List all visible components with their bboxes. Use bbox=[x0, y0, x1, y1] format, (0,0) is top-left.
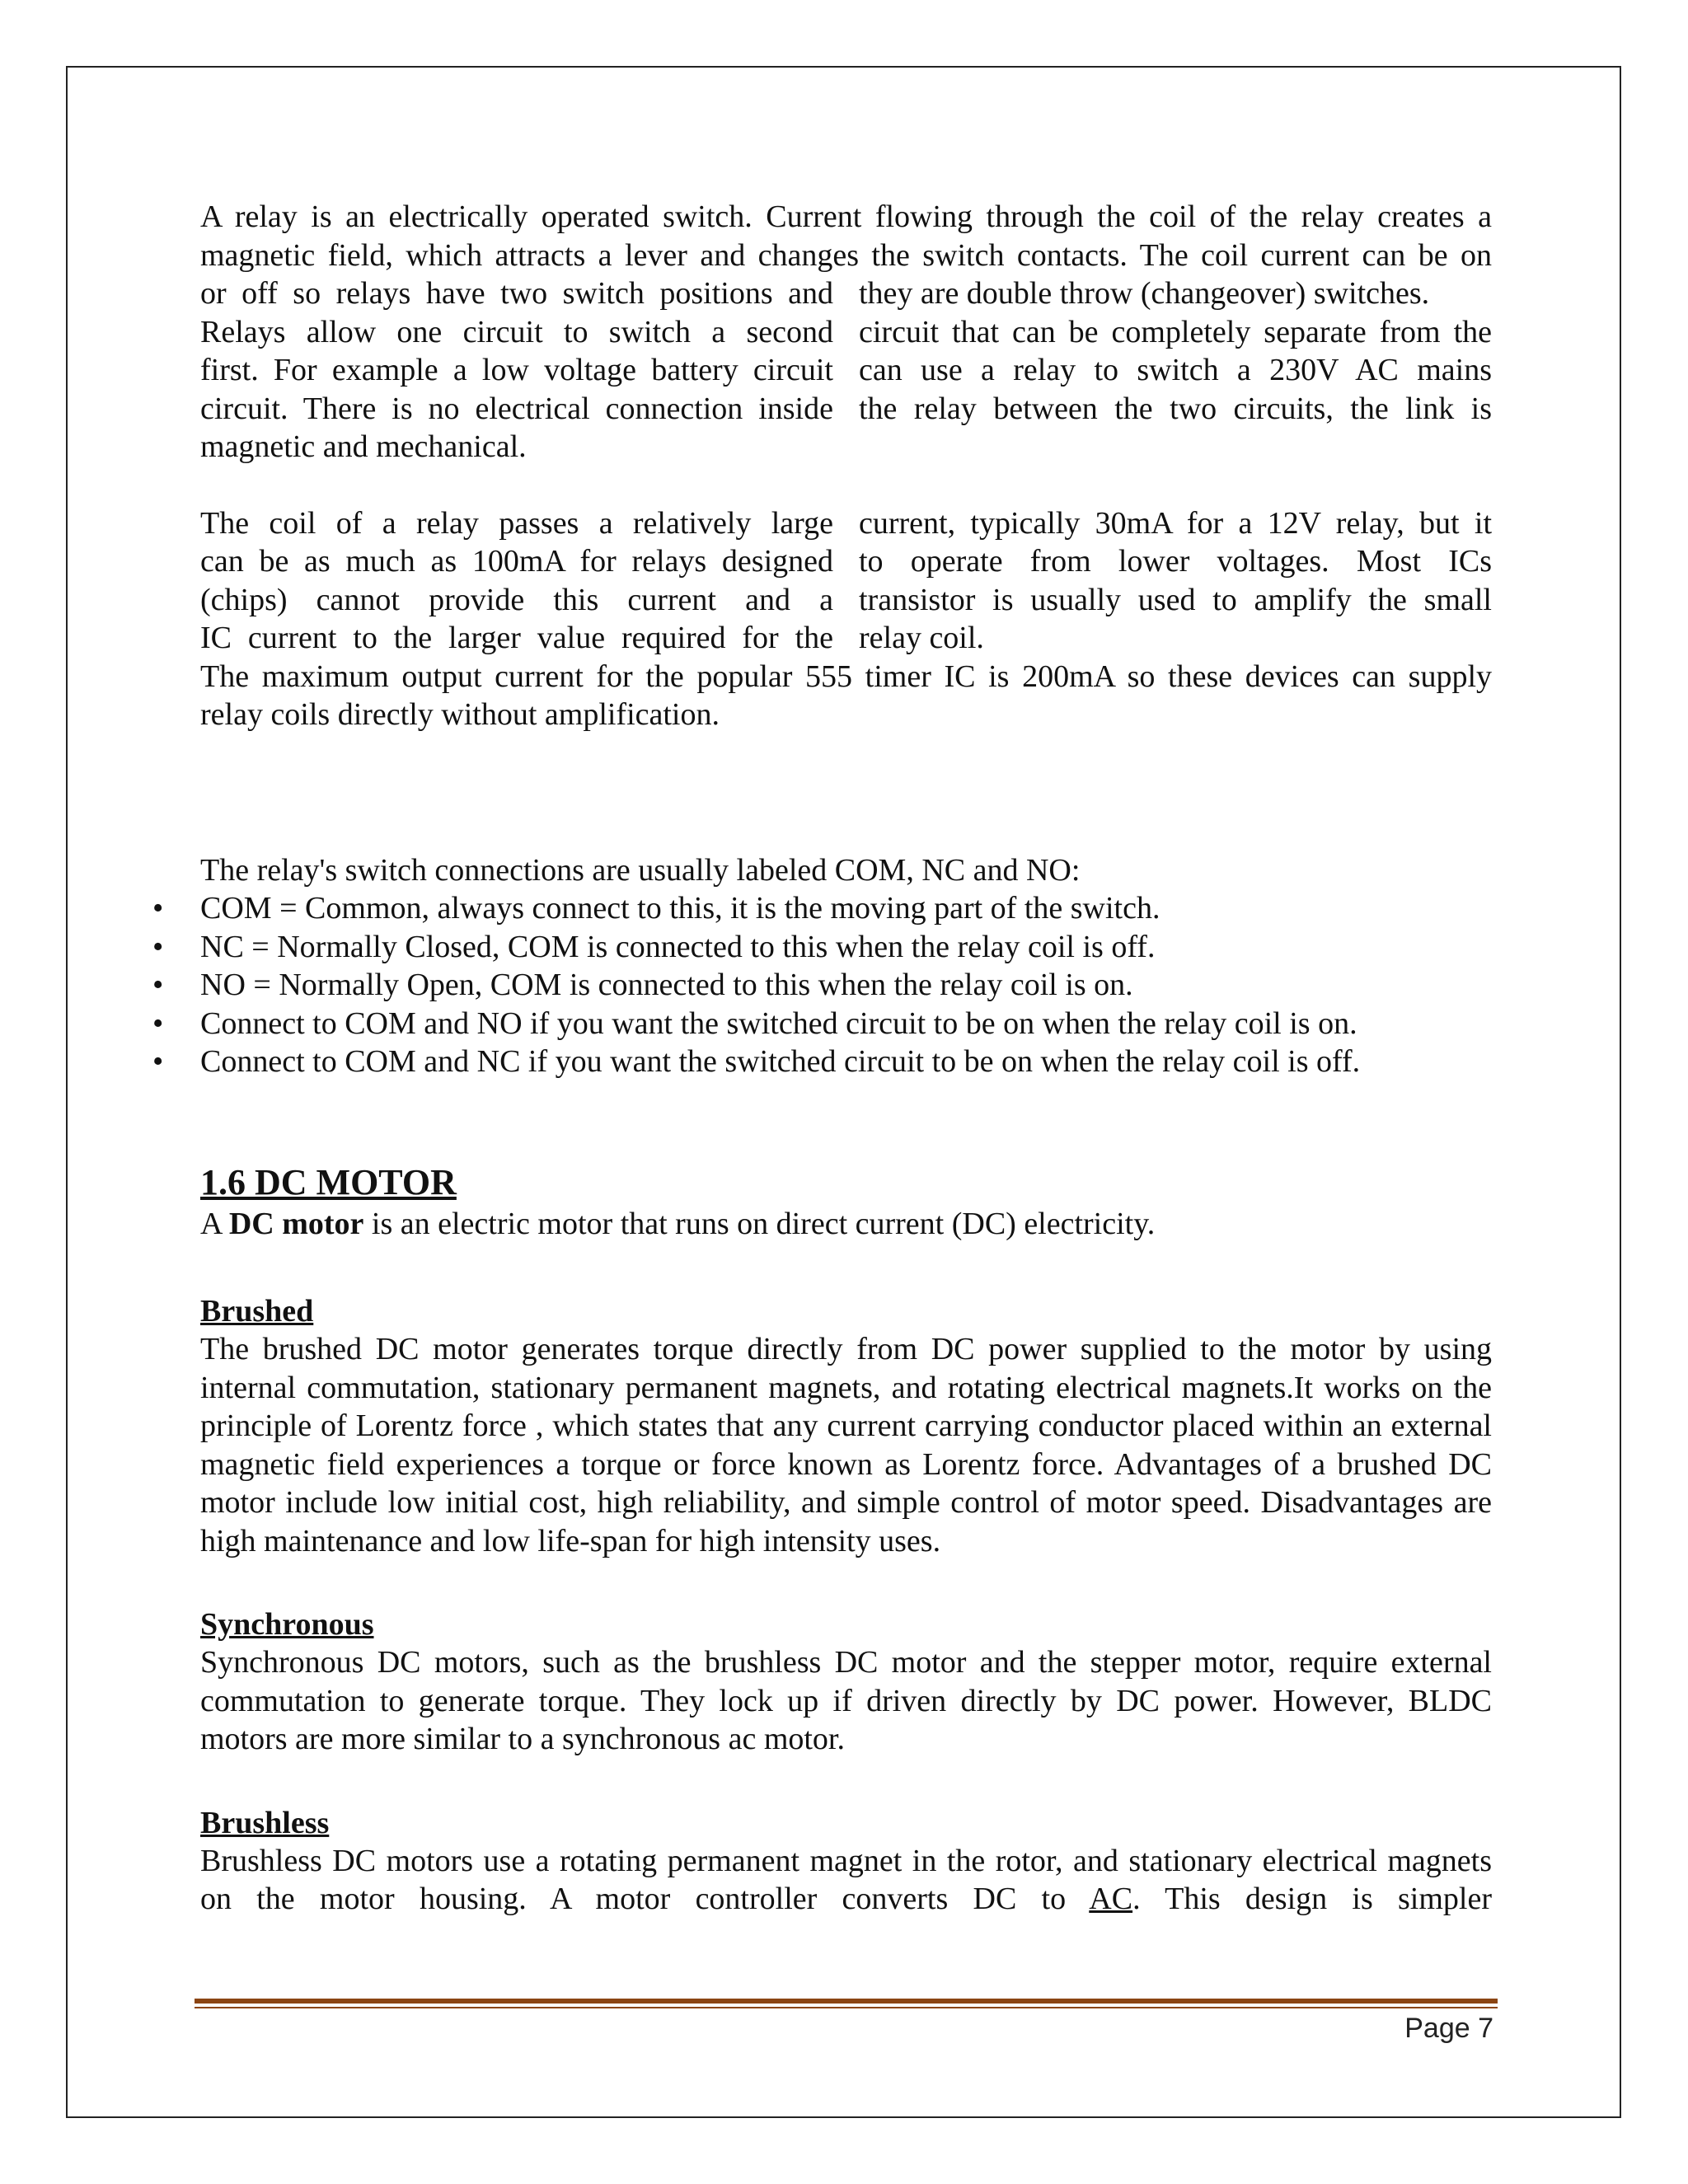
text-line: current, typically 30mA for a 12V relay, but it bbox=[859, 505, 1492, 541]
relay-intro-left-column bbox=[200, 274, 833, 466]
relay-coil-columns bbox=[200, 504, 1492, 658]
dc-motor-intro-prefix: A bbox=[200, 1206, 229, 1241]
connections-list bbox=[152, 889, 1492, 1081]
text-line: or off so relays have two switch positions and bbox=[200, 276, 833, 311]
brushless-text-after: . This design is simpler bbox=[1132, 1882, 1492, 1916]
text-line: circuit. There is no electrical connection inside bbox=[200, 391, 833, 426]
subheading-brushless: Brushless bbox=[200, 1805, 330, 1840]
subheading-synchronous: Synchronous bbox=[200, 1607, 374, 1642]
list-item-text: NC = Normally Closed, COM is connected to this when the relay coil is off. bbox=[200, 929, 1156, 964]
footer-rule-thin bbox=[195, 2007, 1498, 2008]
text-line: IC current to the larger value required for the bbox=[200, 621, 833, 655]
relay-coil-line-a: The maximum output current for the popular 555 timer IC is 200mA so these devices can supply bbox=[200, 658, 1492, 694]
relay-intro-right-column bbox=[859, 274, 1492, 466]
text-line: circuit that can be completely separate from the bbox=[859, 314, 1492, 349]
section-heading-dc-motor: 1.6 DC MOTOR bbox=[200, 1161, 457, 1202]
page-content bbox=[152, 198, 1492, 1919]
relay-intro-line-2: magnetic field, which attracts a lever and changes the switch contacts. The coil current can be on bbox=[200, 237, 1492, 273]
text-line: Relays allow one circuit to switch a second bbox=[200, 314, 833, 349]
list-item-text: NO = Normally Open, COM is connected to this when the relay coil is on. bbox=[200, 968, 1133, 1002]
relay-coil-left-column bbox=[200, 504, 833, 658]
dc-motor-intro-bold: DC motor bbox=[228, 1206, 364, 1241]
list-item bbox=[152, 966, 1492, 1005]
relay-coil-line-b: relay coils directly without amplification. bbox=[200, 697, 720, 732]
dc-motor-intro-suffix: is an electric motor that runs on direct current (DC) electricity. bbox=[363, 1206, 1156, 1241]
bullet-icon: • bbox=[152, 1005, 164, 1041]
relay-coil-right-column bbox=[859, 504, 1492, 658]
bullet-icon: • bbox=[152, 929, 164, 964]
synchronous-paragraph: Synchronous DC motors, such as the brushless DC motor and the stepper motor, require external commutation to generate torque. They lock up if driven directly by DC power. However, BLDC motors are more similar to a synchronous ac motor. bbox=[200, 1645, 1492, 1756]
relay-intro-line-1: A relay is an electrically operated switch. Current flowing through the coil of the relay creates a bbox=[200, 199, 1492, 234]
brushed-paragraph: The brushed DC motor generates torque directly from DC power supplied to the motor by using internal commutation, stationary permanent magnets, and rotating electrical magnets.It works on the principle of Lorentz force , which states that any current carrying conductor placed within an external magnetic field experiences a torque or force known as Lorentz force. Advantages of a brushed DC motor include low initial cost, high reliability, and simple control of motor speed. Disadvantages are high maintenance and low life-span for high intensity uses. bbox=[200, 1332, 1492, 1558]
bullet-icon: • bbox=[152, 1044, 164, 1079]
brushless-text-before: Brushless DC motors use a rotating permanent magnet in the rotor, and stationary electrical magnets on the motor housing. A motor controller converts DC to bbox=[200, 1843, 1492, 1916]
page-number: Page 7 bbox=[1404, 2013, 1493, 2044]
text-line: first. For example a low voltage battery circuit bbox=[200, 353, 833, 387]
text-line: transistor is usually used to amplify the small bbox=[859, 582, 1492, 617]
text-line: can be as much as 100mA for relays designed bbox=[200, 544, 833, 579]
list-item bbox=[152, 1043, 1492, 1081]
text-line: the relay between the two circuits, the link is bbox=[859, 391, 1492, 426]
dc-motor-intro bbox=[200, 1205, 1492, 1244]
connections-intro: The relay's switch connections are usually labeled COM, NC and NO: bbox=[200, 852, 1081, 888]
text-line: they are double throw (changeover) switches. bbox=[859, 276, 1430, 311]
text-line: to operate from lower voltages. Most ICs bbox=[859, 544, 1492, 579]
footer-rule-thick bbox=[195, 1999, 1498, 2004]
footer-rule bbox=[195, 1999, 1498, 2012]
relay-intro-columns bbox=[200, 274, 1492, 466]
ac-link[interactable]: AC bbox=[1089, 1882, 1133, 1916]
list-item-text: COM = Common, always connect to this, it is the moving part of the switch. bbox=[200, 891, 1160, 926]
list-item-text: Connect to COM and NO if you want the switched circuit to be on when the relay coil is on. bbox=[200, 1005, 1357, 1041]
list-item-text: Connect to COM and NC if you want the switched circuit to be on when the relay coil is off. bbox=[200, 1044, 1361, 1079]
text-line: The coil of a relay passes a relatively large bbox=[200, 505, 833, 541]
list-item bbox=[152, 928, 1492, 967]
text-line: can use a relay to switch a 230V AC mains bbox=[859, 353, 1492, 387]
list-item bbox=[152, 1005, 1492, 1043]
list-item bbox=[152, 889, 1492, 928]
text-line: magnetic and mechanical. bbox=[200, 429, 527, 464]
text-line: (chips) cannot provide this current and a bbox=[200, 582, 833, 617]
brushless-paragraph bbox=[200, 1842, 1492, 1919]
text-line: relay coil. bbox=[859, 621, 984, 655]
bullet-icon: • bbox=[152, 891, 164, 926]
bullet-icon: • bbox=[152, 968, 164, 1002]
subheading-brushed: Brushed bbox=[200, 1294, 314, 1329]
